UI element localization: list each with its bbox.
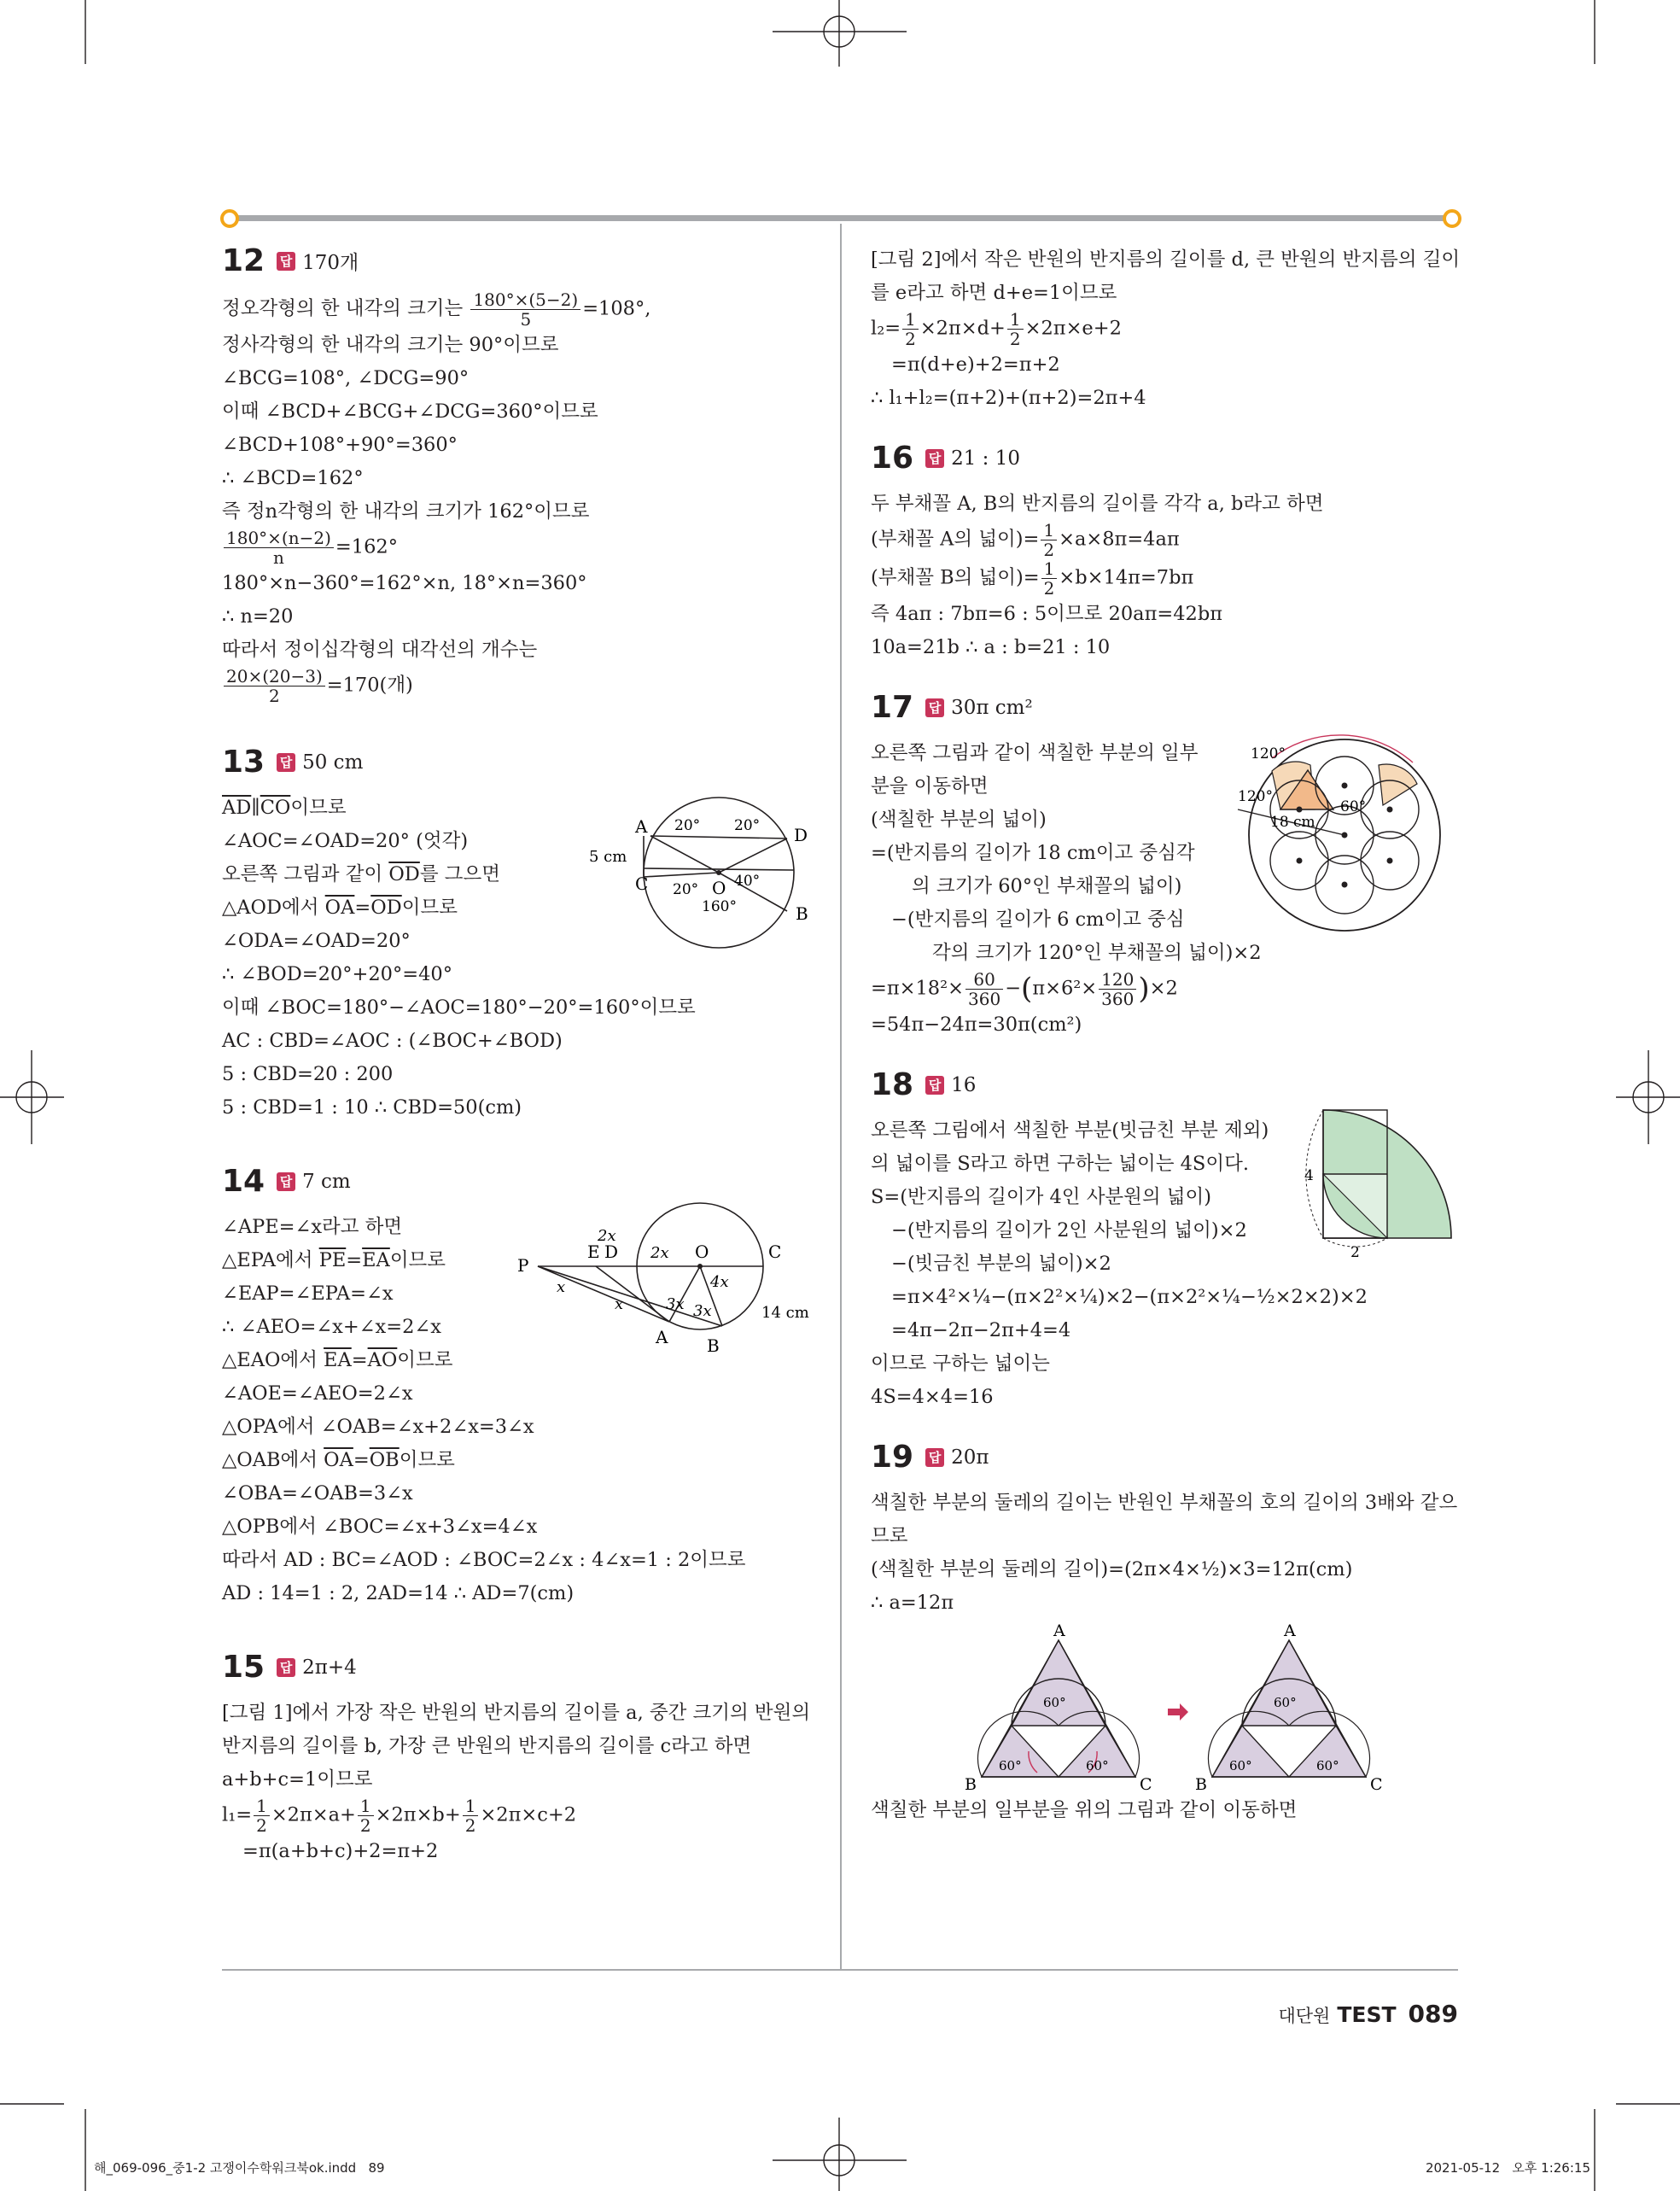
problem-18	[871, 1067, 1460, 1414]
line: 의 넓이를 S라고 하면 구하는 넓이는 4S이다.	[871, 1153, 1249, 1175]
line: −(반지름의 길이가 2인 사분원의 넓이)×2	[891, 1219, 1247, 1242]
answer-badge: 답	[925, 1448, 944, 1467]
line: △EPA에서 $\overline{PE}=\overline{EA}$이므로	[222, 1249, 446, 1271]
problem-13	[222, 745, 828, 1125]
line: =(반지름의 길이가 18 cm이고 중심각	[871, 842, 1195, 864]
angle-x1: x	[557, 1278, 566, 1296]
line: ∴ a=12π	[871, 1592, 954, 1614]
page-footer	[1278, 2000, 1458, 2028]
answer: 2π+4	[302, 1656, 357, 1679]
arrow-right-icon	[1168, 1703, 1188, 1721]
line: △OPA에서 ∠OAB=∠x+2∠x=3∠x	[222, 1416, 534, 1438]
line: ∠AOC=∠OAD=20° (엇각)	[222, 830, 469, 852]
line: 정사각형의 한 내각의 크기는 90°이므로	[222, 334, 559, 356]
line: =4π−2π−2π+4=4	[891, 1319, 1071, 1341]
answer-badge: 답	[277, 252, 295, 271]
line: =54π−24π=30π(cm²)	[871, 1014, 1082, 1036]
line: ∠ODA=∠OAD=20°	[222, 930, 411, 952]
line: 색칠한 부분의 둘레의 길이는 반원인 부채꼴의 호의 길이의 3배와 같으	[871, 1492, 1458, 1514]
line: 색칠한 부분의 일부분을 위의 그림과 같이 이동하면	[871, 1799, 1298, 1821]
line: a+b+c=1이므로	[222, 1768, 373, 1791]
answer-badge: 답	[925, 1076, 944, 1095]
answer-badge: 답	[925, 449, 944, 468]
problem-14	[222, 1164, 828, 1610]
answer: 16	[951, 1073, 977, 1096]
problem-17	[871, 690, 1460, 1042]
top-rule-right-dot	[1443, 209, 1461, 228]
line: ∴ ∠BCD=162°	[222, 467, 364, 489]
label-B: B	[707, 1335, 720, 1356]
problem-number: 19	[871, 1440, 914, 1475]
line: 4S=4×4=16	[871, 1386, 994, 1408]
top-rule-left-dot	[220, 209, 239, 228]
line: ∠AOE=∠AEO=2∠x	[222, 1382, 413, 1405]
label-B-left: B	[965, 1775, 977, 1794]
answer-badge: 답	[277, 753, 295, 772]
label-B-right: B	[1195, 1775, 1207, 1794]
angle-20b: 20°	[734, 817, 761, 834]
line: (색칠한 부분의 넓이)	[871, 809, 1047, 831]
line: 이때 ∠BCD+∠BCG+∠DCG=360°이므로	[222, 400, 598, 423]
label-A: A	[656, 1327, 668, 1347]
line: 5 : CBD=1 : 10 ∴ CBD=50(cm)	[222, 1096, 522, 1119]
angle-60-d: 60°	[1274, 1695, 1297, 1710]
label-C-right: C	[1370, 1775, 1383, 1794]
problem-15	[222, 1650, 828, 1868]
problem-12	[222, 243, 828, 705]
line: 5 : CBD=20 : 200	[222, 1063, 394, 1085]
angle-60-f: 60°	[1316, 1758, 1339, 1773]
line: 10a=21b ∴ a : b=21 : 10	[871, 636, 1111, 658]
line: −(빗금친 부분의 넓이)×2	[891, 1253, 1111, 1275]
line: △EAO에서 $\overline{EA}=\overline{AO}$이므로	[222, 1349, 453, 1371]
top-rule	[229, 215, 1451, 221]
angle-160: 160°	[702, 898, 737, 915]
problem-number: 14	[222, 1164, 265, 1199]
print-file-name: 해_069-096_중1-2 고쟁이수학워크북ok.indd 89	[94, 2160, 385, 2176]
label-A-right: A	[1284, 1623, 1296, 1640]
length-4: 4	[1304, 1167, 1314, 1184]
line: △OAB에서 $\overline{OA}=\overline{OB}$이므로	[222, 1449, 455, 1471]
line: [그림 1]에서 가장 작은 반원의 반지름의 길이를 a, 중간 크기의 반원의	[222, 1702, 811, 1724]
label-E: E	[587, 1242, 600, 1262]
angle-60-b: 60°	[999, 1758, 1022, 1773]
bottom-rule	[222, 1969, 1458, 1971]
answer: 21 : 10	[951, 447, 1021, 470]
line: ∴ l₁+l₂=(π+2)+(π+2)=2π+4	[871, 387, 1146, 409]
angle-60-c: 60°	[1086, 1758, 1109, 1773]
angle-2x-top: 2x	[598, 1227, 616, 1245]
line: 반지름의 길이를 b, 가장 큰 반원의 반지름의 길이를 c라고 하면	[222, 1735, 752, 1757]
footer-label: 대단원	[1278, 2006, 1331, 2026]
line: l₂= $\frac{1}{2}$ ×2π×d+ $\frac{1}{2}$ ×2π×e+2	[871, 309, 1122, 349]
line: △AOD에서 $\overline{OA}=\overline{OD}$이므로	[222, 897, 458, 919]
angle-60: 60°	[1340, 798, 1367, 815]
angle-2x: 2x	[650, 1244, 669, 1262]
line: 므로	[871, 1525, 908, 1547]
line: $\overline{AD}\parallel\overline{CO}$이므로	[222, 797, 347, 819]
length-2: 2	[1350, 1244, 1360, 1261]
line: 즉 정n각형의 한 내각의 크기가 162°이므로	[222, 500, 590, 523]
angle-120-top: 120°	[1251, 745, 1286, 762]
problem-number: 13	[222, 745, 265, 780]
label-A-left: A	[1053, 1623, 1065, 1640]
problem-number: 17	[871, 690, 914, 725]
label-C: C	[635, 873, 649, 894]
line: 오른쪽 그림과 같이 $\overline{OD}$를 그으면	[222, 863, 500, 885]
circle-figure-14	[512, 1198, 828, 1369]
angle-60-a: 60°	[1043, 1695, 1066, 1710]
right-column	[871, 243, 1460, 1827]
angle-3x-b: 3x	[693, 1302, 712, 1320]
column-divider	[840, 224, 842, 1970]
label-P: P	[517, 1255, 529, 1276]
length-18cm: 18 cm	[1270, 814, 1315, 831]
line: l₁= $\frac{1}{2}$ ×2π×a+ $\frac{1}{2}$ ×2π×b+ $\frac{1}{2}$ ×2π×c+2	[222, 1796, 577, 1836]
line: ∠APE=∠x라고 하면	[222, 1216, 403, 1238]
line: ∴ n=20	[222, 605, 294, 628]
length-14cm: 14 cm	[761, 1304, 809, 1322]
line: (부채꼴 A의 넓이)= $\frac{1}{2}$ ×a×8π=4aπ	[871, 520, 1180, 560]
angle-60-e: 60°	[1229, 1758, 1252, 1773]
line: =π×18²× $\frac{60}{360}$ −(π×6²× $\frac{120}{360}$ )×2	[871, 969, 1178, 1009]
label-D: D	[794, 825, 808, 845]
line: 180°×n−360°=162°×n, 18°×n=360°	[222, 572, 587, 594]
line: =π×4²×¼−(π×2²×¼)×2−(π×2²×¼−½×2×2)×2	[891, 1286, 1368, 1308]
angle-x2: x	[615, 1295, 624, 1313]
left-column	[222, 243, 828, 1868]
page-number: 089	[1408, 2000, 1458, 2028]
problem-number: 18	[871, 1067, 914, 1102]
line: =π(d+e)+2=π+2	[891, 353, 1060, 376]
line: 분을 이동하면	[871, 775, 989, 798]
problem-number: 15	[222, 1650, 265, 1685]
line: 따라서 AD : BC=∠AOD : ∠BOC=2∠x : 4∠x=1 : 2이므로	[222, 1549, 746, 1571]
line: ∠OBA=∠OAB=3∠x	[222, 1482, 413, 1504]
line: ∠BCG=108°, ∠DCG=90°	[222, 367, 470, 389]
problem-15-continued	[871, 243, 1460, 415]
answer-badge: 답	[277, 1658, 295, 1677]
problem-19	[871, 1440, 1460, 1827]
line: △OPB에서 ∠BOC=∠x+3∠x=4∠x	[222, 1516, 538, 1538]
line: $\frac{20\times(20-3)}{2}$ =170(개)	[222, 667, 828, 705]
answer-badge: 답	[925, 698, 944, 717]
line: S=(반지름의 길이가 4인 사분원의 넓이)	[871, 1186, 1212, 1208]
footer-test: TEST	[1337, 2002, 1397, 2027]
answer: 50 cm	[302, 751, 364, 774]
angle-20a: 20°	[674, 817, 701, 834]
line: 오른쪽 그림에서 색칠한 부분(빗금친 부분 제외)	[871, 1119, 1269, 1142]
label-A: A	[635, 816, 648, 837]
answer: 170개	[302, 252, 359, 274]
line: ∠BCD+108°+90°=360°	[222, 434, 458, 456]
triangle-figure-19	[965, 1623, 1391, 1794]
problem-number: 16	[871, 441, 914, 476]
angle-4x: 4x	[710, 1273, 729, 1291]
label-D: D	[604, 1242, 619, 1262]
answer-badge: 답	[277, 1172, 295, 1191]
line: 이때 ∠BOC=180°−∠AOC=180°−20°=160°이므로	[222, 996, 696, 1019]
circle-figure-17	[1212, 724, 1460, 946]
line: −(반지름의 길이가 6 cm이고 중심	[891, 909, 1185, 931]
line: AC : CBD=∠AOC : (∠BOC+∠BOD)	[222, 1030, 563, 1052]
problem-16	[871, 441, 1460, 664]
line: $\frac{180^\circ\times(n-2)}{n}$ =162°	[222, 529, 828, 567]
line: [그림 2]에서 작은 반원의 반지름의 길이를 d, 큰 반원의 반지름의 길이	[871, 248, 1461, 271]
circle-figure-13	[589, 792, 828, 954]
answer: 30π cm²	[951, 696, 1033, 719]
label-O: O	[695, 1242, 709, 1262]
label-C: C	[768, 1242, 782, 1262]
line: ∴ ∠AEO=∠x+∠x=2∠x	[222, 1316, 441, 1338]
line: 두 부채꼴 A, B의 반지름의 길이를 각각 a, b라고 하면	[871, 493, 1324, 515]
line: 이므로 구하는 넓이는	[871, 1353, 1050, 1375]
line: 정오각형의 한 내각의 크기는 $\frac{180^\circ\times(5-2)}{5}$ =108°,	[222, 289, 651, 330]
line: 따라서 정이십각형의 대각선의 개수는	[222, 639, 538, 661]
line: 오른쪽 그림과 같이 색칠한 부분의 일부	[871, 742, 1199, 764]
line: 각의 크기가 120°인 부채꼴의 넓이)×2	[932, 942, 1262, 964]
label-C-left: C	[1140, 1775, 1152, 1794]
problem-number: 12	[222, 243, 265, 278]
line: ∠EAP=∠EPA=∠x	[222, 1282, 394, 1305]
length-5cm: 5 cm	[589, 848, 627, 866]
line: 를 e라고 하면 d+e=1이므로	[871, 282, 1117, 304]
line: AD : 14=1 : 2, 2AD=14 ∴ AD=7(cm)	[222, 1582, 575, 1604]
line: 의 크기가 60°인 부채꼴의 넓이)	[912, 875, 1182, 897]
angle-3x-a: 3x	[666, 1295, 685, 1313]
line: ∴ ∠BOD=20°+20°=40°	[222, 963, 452, 985]
angle-40: 40°	[734, 873, 761, 890]
answer: 7 cm	[302, 1170, 351, 1193]
label-B: B	[796, 903, 808, 924]
line: (색칠한 부분의 둘레의 길이)=(2π×4×½)×3=12π(cm)	[871, 1558, 1353, 1580]
line: 즉 4aπ : 7bπ=6 : 5이므로 20aπ=42bπ	[871, 603, 1223, 625]
angle-20c: 20°	[673, 881, 699, 898]
quarter-circle-figure-18	[1289, 1101, 1460, 1264]
line: (부채꼴 B의 넓이)= $\frac{1}{2}$ ×b×14π=7bπ	[871, 558, 1194, 599]
label-O: O	[712, 878, 726, 898]
line: =π(a+b+c)+2=π+2	[242, 1840, 439, 1862]
angle-120-left: 120°	[1238, 788, 1273, 805]
answer: 20π	[951, 1446, 989, 1469]
print-timestamp: 2021-05-12 오후 1:26:15	[1425, 2160, 1590, 2176]
